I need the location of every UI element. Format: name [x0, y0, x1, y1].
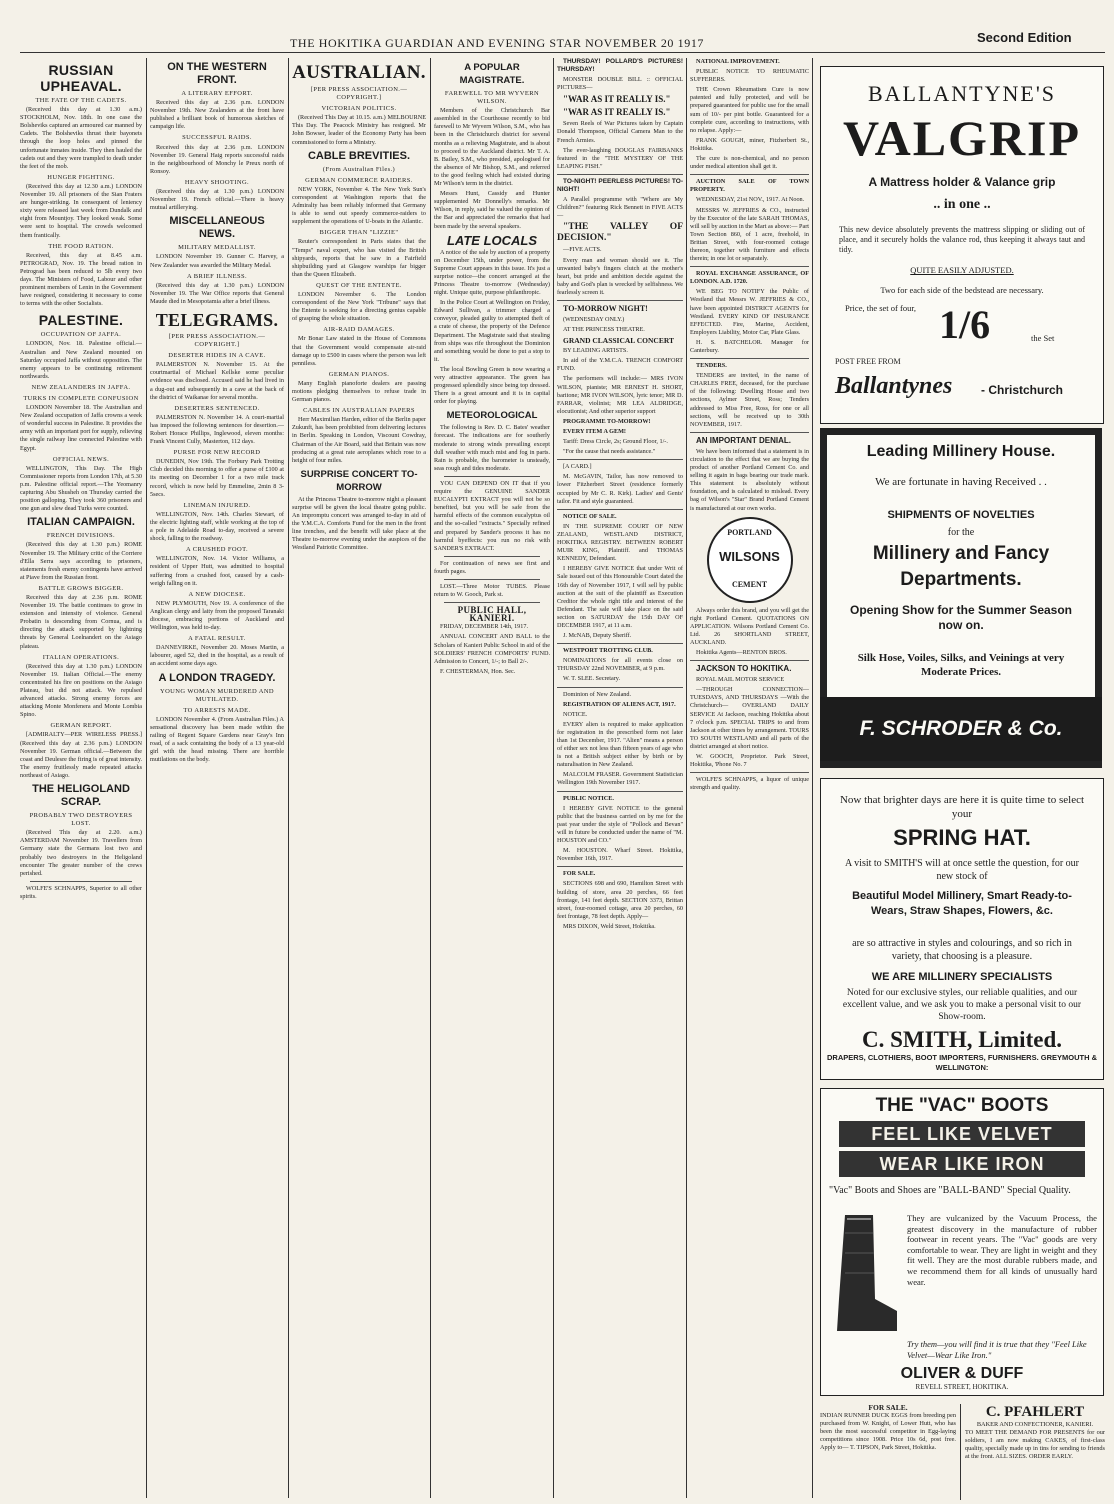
hall-date: FRIDAY, DECEMBER 14th, 1917. — [440, 623, 529, 631]
improvement-heading: NATIONAL IMPROVEMENT. — [696, 58, 780, 65]
article-text: (Received this day at 1.30 p.m.) LONDON November 19. French official.—There is heavy mutual artillerying. — [150, 188, 284, 212]
ballantynes-city: - Christchurch — [981, 383, 1064, 397]
auction-heading: AUCTION SALE OF TOWN PROPERTY. — [690, 178, 809, 194]
ballantynes-shop: Ballantynes — [835, 373, 953, 399]
spring-attractive: are so attractive in styles and colourings, and so rich in variety, that choosing is a pleasure. — [852, 938, 1072, 962]
subheading: MILITARY MEDALLIST. — [178, 244, 256, 252]
subheading: BIGGER THAN "LIZZIE" — [319, 229, 399, 237]
article-text: (Received This day at 2.20. a.m.) AMSTERDAM November 19. Travellers from Germany state the Germans lost two and probably two destroyers in the Heligoland encounter The greater number of the crews perished. — [20, 829, 142, 877]
spring-specialists: WE ARE MILLINERY SPECIALISTS — [871, 971, 1053, 983]
article-text: Received this day at 2.36 p.m. ROME November 19. The battle continues to grow in extension and intensity of violence. General Probatin is descending from Cornua, and is directing the attack supported by lightning threats by General Loelnandert on the Asiago plateau. — [20, 593, 142, 650]
subheading: CABLES IN AUSTRALIAN PAPERS — [303, 407, 415, 415]
wilsons-cement-seal — [707, 517, 793, 603]
valgrip-quite: QUITE EASILY ADJUSTED. — [910, 265, 1014, 275]
press-credit: [PER PRESS ASSOCIATION.—COPYRIGHT.] — [310, 86, 408, 102]
subheading: FRENCH DIVISIONS. — [46, 532, 116, 540]
masthead-rule — [20, 52, 1105, 53]
pfahlert-text: TO MEET THE DEMAND FOR PRESENTS for our soldiers, I am now making CAKES, of first-class quality, specially made up in tins for sending to friends at the front. ALL SIZES. ORDER EARLY. — [965, 1429, 1105, 1461]
jackson-heading: JACKSON TO HOKITIKA. — [696, 664, 792, 674]
subheading: SUCCESSFUL RAIDS. — [182, 134, 252, 142]
card-text: M. McGAVIN, Tailor, has now removed to lower Fitzherbert Street (residence formerly occupied by Mr C. R. Kirk). Ladies' and Gents' tailor. Fit and style guaranteed. — [557, 473, 683, 505]
subheading: DESERTER HIDES IN A CAVE. — [168, 352, 266, 360]
article-text: PALMERSTON N. November 15. At the courtmartial of Michael Kellske some peculiar evidence was disclosed. Accused said he had lived in a dug-out and subsequently in a cave at the back of the district of Waikanae for several months. — [150, 361, 284, 401]
ballantyne-name: BALLANTYNE'S — [867, 81, 1057, 106]
column-rule — [960, 1404, 961, 1500]
continuation-note: For continuation of news see first and fourth pages. — [434, 559, 550, 575]
subheading: LINEMAN INJURED. — [183, 501, 251, 509]
subheading: PROBABLY TWO DESTROYERS LOST. — [29, 812, 133, 828]
vac-description: They are vulcanized by the Vacuum Process, the greatest discovery in the manufacture of rubber footwear in recent years. The "Vac" goods are very comfortable to wear. They are light in weight and they fit well. They are the most durable rubbers made, and we recommend them for all kinds of unusually hard wear. — [907, 1213, 1097, 1287]
schnapps-ad: WOLFE'S SCHNAPPS, Superior to all other spirits. — [20, 884, 142, 900]
headline-miscellaneous-news: MISCELLANEOUS NEWS. — [169, 215, 265, 241]
subheading: TURKS IN COMPLETE CONFUSION — [23, 395, 139, 402]
auction-date: WEDNESDAY, 21st NOV., 1917. At Noon. — [696, 196, 805, 204]
news-column-2 — [150, 58, 284, 1498]
tenders-text: TENDERS are invited, in the name of CHARLES FREE, deceased, for the purchase of the following: Dwelling House and two sections, Aylmer Street, Ross; Tenders addressed to Miss Free, Ross, for one or all sections, will be received up to 30th NOVEMBER, 1917. — [690, 372, 809, 428]
subheading: TO ARRESTS MADE. — [183, 706, 251, 714]
denial-text: We have been informed that a statement is in circulation to the effect that we are buying the product of another Portland Cement Co. and selling it again in bags bearing our trade mark. This statement is absolutely without foundation, and is calculated to mislead. Every bag of Wilson's "Star" Brand Portland Cement is manufactured at our own works. — [690, 447, 809, 512]
article-text: Reuter's correspondent in Paris states that the "Temps" naval expert, who has visited the British shipyards, reports that he saw in a Fairfield shipbuilding yard at Glasgow warships far bigger than the Queen Elizabeth. — [292, 238, 426, 278]
royal-exchange-heading: ROYAL EXCHANGE ASSURANCE, OF LONDON. A.D. 1720. — [690, 270, 809, 286]
concert-day: (WEDNESDAY ONLY.) — [563, 315, 625, 323]
vac-try: Try them—you will find it is true that they "Feel Like Velvet—Wear Like Iron." — [907, 1339, 1087, 1360]
vac-iron: WEAR LIKE IRON — [839, 1151, 1085, 1177]
millinery-for: for the — [947, 527, 975, 538]
aliens-notice: NOTICE. — [563, 710, 588, 718]
for-sale-signature: MRS DIXON, Weld Street, Hokitika. — [563, 922, 656, 930]
vac-boots-ad — [820, 1088, 1104, 1396]
smith-sub: DRAPERS, CLOTHIERS, BOOT IMPORTERS, FURNISHERS. GREYMOUTH & WELLINGTON: — [827, 1053, 1098, 1072]
subheading: A LITERARY EFFORT. — [181, 90, 253, 97]
article-text: The following is Rev. D. C. Bates' weather forecast. The indications are for southerly moderate to strong winds prevailing except dull weather with much mist and fog in parts. Rain is probable, the barometer is unsteady, seas rough and tides moderate. — [434, 424, 550, 472]
subheading: DESERTERS SENTENCED. — [174, 404, 260, 412]
trotting-signature: W. T. SLEE. Secretary. — [563, 675, 621, 683]
concert-cause: "For the cause that needs assistance." — [563, 448, 656, 456]
headline-russian-upheaval: RUSSIAN UPHEAVAL. — [40, 62, 122, 94]
schnapps-ad: WOLFE'S SCHNAPPS, a liquor of unique strength and quality. — [690, 776, 809, 792]
headline-meteorological: METEOROLOGICAL — [446, 410, 538, 422]
valley-acts: —FIVE ACTS. — [563, 246, 602, 254]
article-text: LONDON November 19. Gunner C. Harvey, a New Zealander was awarded the Military Medal. — [150, 253, 284, 269]
spring-noted: Noted for our exclusive styles, our reliable qualities, and our excellent value, and we ask you to make a personal visit to our Show-room. — [842, 988, 1082, 1022]
seal-text-middle: WILSONS — [719, 548, 780, 564]
article-text: Messrs Hunt, Cassidy and Hunter supplemented Mr Donnelly's remarks. Mr Wilson, in reply, said he valued the opinion of the Bar and appreciated the remarks that had been made by the several speakers. — [434, 190, 550, 230]
concert-gem: EVERY ITEM A GEM! — [563, 428, 626, 435]
press-credit: [PER PRESS ASSOCIATION.—COPYRIGHT.] — [168, 332, 266, 349]
war-title-1: "WAR AS IT REALLY IS." — [563, 94, 671, 105]
subheading: BATTLE GROWS BIGGER. — [38, 584, 124, 592]
for-sale-text: SECTIONS 698 and 690, Hamilton Street with building of store, area 20 perches, 66 feet frontage, 141 feet depth. SECTION 3373, Brittan street, four-roomed cottage, area 20 perches, 60 feet frontage, 78 feet depth. Apply— — [557, 880, 683, 920]
tenders-heading: TENDERS. — [696, 362, 727, 370]
subheading: GERMAN COMMERCE RAIDERS. — [305, 176, 413, 184]
duck-eggs-heading: FOR SALE. — [868, 1403, 908, 1412]
duck-eggs-ad — [820, 1404, 956, 1500]
valgrip-price: 1/6 — [939, 302, 991, 347]
article-text: The local Bowling Green is now wearing a very attractive appearance. The green has progressed splendidly since being top dressed. There is a great amount and it is in capital order for playing. — [434, 365, 550, 406]
article-text: WELLINGTON, Nov. 14. Victor Williams, a resident of Upper Hutt, was admitted to hospital suffering from a crushed foot, caused by a cash-weigh falling on it. — [150, 555, 284, 587]
improvement-text: The cure is non-chemical, and no person under medical attention shall get it. — [690, 155, 809, 171]
spring-visit: A visit to SMITH'S will at once settle the question, for our new stock of — [845, 858, 1079, 882]
subheading: GERMAN REPORT. — [50, 722, 112, 730]
card-heading: [A CARD.] — [563, 463, 592, 471]
news-column-1 — [20, 58, 142, 1498]
royal-exchange-signature: H. S. BATCHELOR. Manager for Canterbury. — [690, 338, 809, 354]
denial-text: Always order this brand, and you will get the right Portland Cement. QUOTATIONS ON APPLICATION. Wilsons Portland Cement Co. Ltd. 26 SHORTLAND STREET, AUCKLAND. — [690, 606, 809, 646]
schroder-ad — [820, 428, 1102, 768]
pollards-text: Seven Reels of War Pictures taken by Captain Donald Thompson, Official Camera Man to the French Armies. — [557, 120, 683, 144]
seal-text-bottom: CEMENT — [731, 579, 768, 589]
hall-heading: PUBLIC HALL, KANIERI. — [457, 605, 527, 624]
eucalypti-ad: YOU CAN DEPEND ON IT that if you require the GENUINE SANDER EUCALYPTI EXTRACT you will not be so benefited, but you will be safe from the harmful effects of the common eucalyptus oil and the so-called "extracts." Specially refined and prepared by Sander's process it has no harmful byeffects: you run no risk with SANDER'S EXTRACT. — [434, 479, 550, 552]
subheading: GERMAN PIANOS. — [328, 370, 390, 378]
article-text: (Received this day at 1.30 p.m.) ROME November 19. The Military critic of the Corriere d'Ella Serra says according to prisoners, statements fresh enemy contingents have arrived at Piave from the Russian front. — [20, 541, 142, 581]
column-rule — [146, 58, 147, 1498]
sale-text: I HEREBY GIVE NOTICE that under Writ of Sale issued out of this Honourable Court dated the 16th day of November 1917, I will sell by public auction at the suit of the plaintiff as Execution Creditor the whole right title and interest of the Defendant. The sale will take place on the said section on SATURDAY the 15th DAY OF DECEMBER 1917, at 11 a.m. — [557, 565, 683, 629]
subheading: A CRUSHED FOOT. — [185, 546, 249, 554]
ad-column-6 — [690, 58, 809, 1498]
subheading: AIR-RAID DAMAGES. — [323, 326, 395, 334]
edition-label: Second Edition — [977, 30, 1072, 45]
ballantyne-ad — [820, 66, 1104, 424]
spring-stock: Beautiful Model Millinery, Smart Ready-to-Wears, Straw Shapes, Flowers, &c. — [852, 890, 1072, 917]
jackson-sub: ROYAL MAIL MOTOR SERVICE — [696, 676, 785, 684]
article-text: WELLINGTON, This Day. The High Commissioner reports from London 17th, at 5.30 p.m. Palestine official report.—The Yeomanry capturing Abu Shusheh on Thursday carried the position galloping. They took 360 prisoners and one gun and slew dead Turks were counted. — [20, 464, 142, 513]
subheading: NEW ZEALANDERS IN JAFFA. — [31, 383, 131, 391]
subheading: QUEST OF THE ENTENTE. — [316, 281, 402, 289]
valgrip-brand: VALGRIP — [842, 110, 1082, 166]
valgrip-in-one: .. in one .. — [933, 197, 991, 212]
improvement-text: THE Crown Rheumatism Cure is now patented and fully protected, and will be prepared guaranteed for public use for the small sum of 10/- per pint bottle. Guaranteed for a complete cure, according to instructions, with no relapse. Apply:— — [690, 86, 809, 134]
improvement-sub: PUBLIC NOTICE TO RHEUMATIC SUFFERERS. — [690, 68, 809, 84]
peerless-text: A Parallel programme with "Where are My Children?" featuring Rick Bennett in FIVE ACTS— — [557, 196, 683, 220]
oliver-duff-name: OLIVER & DUFF — [900, 1365, 1024, 1382]
valgrip-tagline: A Mattress holder & Valance grip — [868, 175, 1056, 189]
article-text: Received, this day at 8.45 a.m. PETROGRAD, Nov. 19. The bread ration in Petrograd has been reduced to 5lb every two days. The Ministers of Food, Labour and other prominent members of Lenin in the Government have resigned, considering it necessary to come to terms with the other Socialists. — [20, 251, 142, 308]
concert-tariff: Tariff: Dress Circle, 2s; Ground Floor, 1/-. — [563, 438, 668, 446]
smith-ad — [820, 778, 1104, 1080]
trotting-text: NOMINATIONS for all events close on THURSDAY 22nd NOVEMBER, at 9 p.m. — [557, 657, 683, 673]
public-notice-text: I HEREBY GIVE NOTICE to the general public that the business carried on by me for the past year under the style of "Pollock and Bevan" will in future be conducted under the name of "M. HOUSTON and CO." — [557, 804, 683, 845]
article-text: Many English pianoforte dealers are passing motions pledging themselves to refuse trade in German pianos. — [292, 379, 426, 404]
pfahlert-name: C. PFAHLERT — [985, 1404, 1085, 1420]
column-rule — [686, 58, 687, 1498]
valgrip-set: the Set — [1031, 333, 1055, 343]
public-notice-heading: PUBLIC NOTICE. — [563, 794, 614, 802]
subheading: A NEW DIOCESE. — [188, 590, 246, 598]
pollards-heading: THURSDAY! POLLARD'S PICTURES! THURSDAY! — [557, 58, 683, 74]
headline-popular-magistrate: A POPULAR MAGISTRATE. — [459, 62, 525, 86]
article-text: In the Police Court at Wellington on Friday, Edward Sullivan, a trimmer charged a conveyor, pleaded guilty to attempted theft of a crate of cheese, the property of the Defence Department. The Magistrate said that stealing from ships was rife throughout the Dominion and something would be done to put a stop to it. — [434, 299, 550, 363]
headline-palestine: PALESTINE. — [38, 312, 124, 329]
improvement-signature: FRANK GOUGH, miner, Fitzherbert St., Hokitika. — [690, 136, 809, 152]
subheading: YOUNG WOMAN MURDERED AND MUTILATED. — [159, 687, 275, 703]
valgrip-two: Two for each side of the bedstead are necessary. — [880, 285, 1044, 295]
subheading: HEAVY SHOOTING. — [184, 178, 250, 186]
subheading: FAREWELL TO MR WYVERN WILSON. — [444, 90, 540, 106]
concert-by: BY LEADING ARTISTS. — [563, 347, 628, 355]
war-title-2: "WAR AS IT REALLY IS." — [563, 107, 671, 118]
subheading: A BRIEF ILLNESS. — [186, 272, 248, 280]
aliens-signature: MALCOLM FRASER. Government Statistician Wellington 19th November 1917. — [557, 771, 683, 787]
denial-heading: AN IMPORTANT DENIAL. — [696, 435, 791, 445]
smith-shop-name: C. SMITH, Limited. — [862, 1027, 1062, 1052]
jackson-signature: W. GOOCH, Proprietor. Park Street, Hokitika, 'Phone No. 7 — [690, 753, 809, 769]
article-text: (Received this day at 1.30 p.m.) LONDON November 19. The War Office reports that General Maude died in Mesopotamia after a brief illness. — [150, 281, 284, 305]
duck-eggs-text: INDIAN RUNNER DUCK EGGS from breeding pen purchased from W. Knight, of Lower Hutt, who has been the most successful competitor in Egg-laying competitions since 1908. Price 10s 6d, post free. Apply to— T. TIPSON, Park Street, Hokitika. — [820, 1412, 956, 1452]
column-rule — [430, 58, 431, 1498]
article-text: [ADMIRALTY—PER WIRELESS PRESS.] (Received this day at 2.36 p.m.) LONDON November 19. German official.—Between the coast and Deulesre the firing is of great intensity. The enemy fruitlessly made repeated attacks northeast of Asiago. — [20, 731, 142, 779]
article-text: (Received this day at 1.30 p.m.) LONDON November 19. Italian Official.—The enemy concentrated his fire on positions on the Asiago Plateau, but did not attack. We repulsed advanced attacks. Strong enemy forces are attacking Monte Monfenera and Monte Lombia Spino. — [20, 662, 142, 719]
vac-heading: THE "VAC" BOOTS — [875, 1095, 1049, 1116]
concert-programme: PROGRAMME TO-MORROW! — [563, 417, 651, 425]
auction-text: MESSRS W. JEFFRIES & CO., instructed by the Executor of the late SARAH THOMAS, will sell by auction in the Mart as above:— Part Town Section 860, of 1 acre, freehold, in Brittan Street, with four-roomed cottage thereon, together with furniture and effects therein; in one lot or separately. — [690, 206, 809, 263]
public-notice-signature: M. HOUSTON. Wharf Street. Hokitika, November 16th, 1917. — [557, 847, 683, 863]
subheading: A FATAL RESULT. — [188, 635, 246, 643]
article-text: LONDON November 4. (From Australian Files.) A sensational discovery has been made within the railing of Regent Square Gardens near Gray's Inn road, of a sack containing the body of a 13 year-old girl with the head missing. There are horrible mutilations on the body. — [150, 715, 284, 764]
vac-velvet: FEEL LIKE VELVET — [839, 1121, 1085, 1147]
headline-cable-brevities: CABLE BREVITIES. — [307, 149, 411, 162]
peerless-heading: TO-NIGHT! PEERLESS PICTURES! TO-NIGHT! — [557, 177, 683, 194]
article-text: WELLINGTON, Nov. 14th. Charles Stewart, of the electric lighting staff, while working at the top of a pole in Adelaide Road to-day, received a severe shock, falling to the roadway. — [150, 510, 284, 543]
headline-australian: AUSTRALIAN. — [292, 62, 426, 83]
denial-signature: Hokitika Agents—RENTON BROS. — [696, 649, 787, 657]
notice-of-sale: NOTICE OF SALE. — [563, 512, 617, 520]
subheading: PURSE FOR NEW RECORD — [173, 449, 261, 457]
subheading: THE FATE OF THE CADETS. — [35, 97, 127, 104]
millinery-silk: Silk Hose, Voiles, Silks, and Veinings at very Moderate Prices. — [857, 652, 1065, 678]
article-text: (Received this day at 1.30 a.m.) STOCKHOLM, Nov. 18th. In one case the Bolsheviks captured an armoured car manned by Cadets. The Bolsheviks thrust their bayonets through the loop holes and pinned the unfortunate inmates inside. They then hauled the cadets out and they were trampled to death under the feet of the mob. — [20, 106, 142, 170]
royal-exchange-text: WE BEG TO NOTIFY the Public of Westland that Messrs W. JEFFRIES & CO., have been appointed DISTRICT AGENTS for Westland. EVERY KIND OF INSURANCE EFFECTED. Fire, Marine, Accident, Employers Liability, Motor Car, Plate Glass. — [690, 288, 809, 336]
ad-column-5 — [557, 58, 683, 1498]
article-text: DUNEDIN, Nov 19th. The Forbury Park Trotting Club decided this morning to offer a purse of £100 at its meeting on December 1 for a two mile track record, which is now held by Emmeline, 2min 8 3-5secs. — [150, 458, 284, 498]
oliver-duff-street: REVELL STREET, HOKITIKA. — [915, 1383, 1009, 1391]
headline-heligoland-scrap: THE HELIGOLAND SCRAP. — [32, 783, 130, 809]
pfahlert-sub: BAKER AND CONFECTIONER, KANIERI. — [976, 1421, 1094, 1428]
millinery-house-heading: Leading Millinery House. — [866, 443, 1056, 460]
concert-heading: TO-MORROW NIGHT! — [563, 303, 648, 313]
valley-title: "THE VALLEY OF DECISION." — [557, 222, 683, 244]
news-column-3 — [292, 58, 426, 1498]
article-text: NEW PLYMOUTH, Nov 19. A conference of the Anglican clergy and laity from the proposed Taranaki diocese, embracing portions of Auckland and Wellington, was held to-day. — [150, 599, 284, 632]
hall-signature: F. CHESTERMAN, Hon. Sec. — [440, 667, 516, 675]
subheading: (From Australian Files.) — [322, 165, 396, 173]
pollards-bill: MONSTER DOUBLE BILL :: OFFICIAL PICTURES— — [557, 76, 683, 92]
millinery-shipments: SHIPMENTS OF NOVELTIES — [887, 509, 1035, 521]
masthead — [0, 0, 1114, 58]
concert-performers: The performers will include:— MRS IVON WILSON, pianiste; MR ERNEST H. SHORT, baritone; MR IVON WILSON, lyric tenor; MR D. FARRAR, violinist; MR LEA ALDRIDGE, elocutionist; And other superior support — [557, 375, 683, 415]
article-text: DANNEVIRKE, November 20. Moses Martin, a labourer, aged 52, died in the hospital, as a result of an accident some days ago. — [150, 644, 284, 668]
concert-aid: In aid of the Y.M.C.A. TRENCH COMFORT FUND. — [557, 357, 683, 373]
valgrip-price-label: Price, the set of four, — [845, 303, 916, 313]
subheading: ITALIAN OPERATIONS. — [42, 653, 120, 661]
column-rule — [553, 58, 554, 1498]
article-text: LONDON, Nov. 18. Palestine official.—Australian and New Zealand mounted on Saturday occupied Jaffa without opposition. The enemy appears to be continuing retirement northwards. — [20, 340, 142, 380]
column-rule — [812, 58, 813, 1498]
headline-telegrams: TELEGRAMS. — [155, 309, 279, 330]
boot-icon — [831, 1213, 901, 1337]
dominion-label: Dominion of New Zealand. — [563, 690, 632, 698]
pfahlert-ad — [965, 1404, 1105, 1500]
article-text: Received this day at 2.36 p.m. LONDON November 19. General Haig reports successful raids in the neighbourhood of Monchy le Preux north of Ronsoy. — [150, 143, 284, 175]
subheading: OCCUPATION OF JAFFA. — [40, 331, 122, 339]
peerless-text: Every man and woman should see it. The unwanted baby's fingers clutch at the mother's heart, but pride and ambition decide against the baby and God's plan is wrecked by selfishness. We fearlessly screen it. — [557, 256, 683, 296]
millinery-received: We are fortunate in having Received . . — [875, 476, 1047, 488]
trotting-heading: WESTPORT TROTTING CLUB. — [563, 647, 653, 655]
column-rule — [288, 58, 289, 1498]
spring-hat-title: SPRING HAT. — [893, 825, 1031, 850]
article-text: A notice of the sale by auction of a property on December 15th, under power, from the Supreme Court appears in this issue. It's just a surprise notice—the concert arranged at the Princess Theatre to-morrow (Wednesday) night. Unique quite, purpose philanthropic. — [434, 248, 550, 297]
article-text: Herr Maximilian Harden, editor of the Berlin paper Zukunft, has been prohibited from delivering lectures in Berlin. Speaking in London, Viscount Cowdray, Chairman of the Air Board, said that Britain was now producing at a great rate aeroplanes which rose to a height of four miles. — [292, 416, 426, 464]
millinery-title: Millinery and Fancy — [872, 543, 1050, 564]
subheading: VICTORIAN POLITICS. — [321, 105, 397, 113]
headline-western-front: ON THE WESTERN FRONT. — [167, 61, 267, 86]
headline-late-locals: LATE LOCALS — [446, 232, 538, 248]
news-column-4 — [434, 58, 550, 1498]
seal-text-top: PORTLAND — [727, 527, 772, 537]
for-sale-heading: FOR SALE. — [563, 870, 596, 878]
valgrip-post-free: POST FREE FROM — [835, 357, 901, 366]
millinery-opening: Opening Show for the Summer Season now on. — [849, 603, 1073, 632]
masthead-title: THE HOKITIKA GUARDIAN AND EVENING STAR NOVEMBER 20 1917 — [290, 36, 705, 50]
article-text: Members of the Christchurch Bar assembled in the Courthouse recently to bid farewell to Mr Wyvern Wilson, S.M., who has been in the Christchurch district for several months as a relieving Magistrate, and is about to proceed to the Auckland district. Mr T. A. B. Bailey, S.M., who presided, apologised for the absence of Mr Bishop, S.M., and referred to the good feeling which had existed during Mr Wilson's term in the district. — [434, 107, 550, 188]
headline-london-tragedy: A LONDON TRAGEDY. — [158, 671, 276, 684]
subheading: OFFICIAL NEWS. — [52, 455, 110, 463]
schroder-shop-name: F. SCHRODER & Co. — [820, 697, 1102, 761]
subheading: HUNGER FIGHTING. — [47, 173, 115, 181]
subheading: THE FOOD RATION. — [48, 242, 114, 250]
article-text: LONDON November 18. The Australian and New Zealand occupation of Jaffa crowns a week of wonderful success in Palestine. It provides the army with an important port for supply, relieving the single railway line connected Palestine with Egypt. — [20, 404, 142, 452]
headline-surprise-concert: SURPRISE CONCERT TO-MORROW — [300, 468, 418, 493]
vac-ball-band: "Vac" Boots and Shoes are "BALL-BAND" Special Quality. — [829, 1185, 1071, 1196]
lost-notice: LOST.—Three Motor TUBES. Please return to W. Gooch, Park st. — [434, 582, 550, 599]
aliens-text: EVERY alien is required to make application for registration in the prescribed form not later than 1st December, 1917. "Alien" means a person of either sex not less than fifteen years of age who is not a British subject either by birth or by naturalisation in New Zealand. — [557, 720, 683, 769]
sale-text: IN THE SUPREME COURT OF NEW ZEALAND, WESTLAND DISTRICT, HOKITIKA REGISTRY. BETWEEN ROBERT MUIR KING, Plaintiff. and THOMAS KENNEDY, Defendant. — [557, 522, 683, 563]
article-text: NEW YORK, November 4. The New York Sun's correspondent at Washington reports that the Admiralty has been reliably informed that Germany is able to send out speedy commerce-raiders to supplement the operations of U-boats in the Atlantic. — [292, 185, 426, 226]
article-text: At the Princess Theatre to-morrow night a pleasant surprise will be given the local theatre going public. An impromptu concert was arranged to-day in aid of the Y.M.C.A. Comforts Fund for the men in the front line trenches, and the benefit will take place at the Theatre to-morrow evening under the auspices of the Westland Patriotic Committee. — [292, 495, 426, 552]
headline-italian-campaign: ITALIAN CAMPAIGN. — [27, 516, 135, 529]
sale-signature: J. McNAB, Deputy Sheriff. — [563, 632, 632, 640]
aliens-heading: REGISTRATION OF ALIENS ACT, 1917. — [563, 700, 676, 708]
article-text: LONDON November 6. The London correspondent of the New York "Tribune" says that the Entente is seeking for a directing genius capable of grasping the whole situation. — [292, 290, 426, 323]
article-text: (Received This Day at 10.15. a.m.) MELBOURNE This Day. The Peacock Ministry has resigned. Mr John Bowser, leader of the Economy Party has been commissioned to form a Ministry. — [292, 114, 426, 146]
millinery-departments: Departments. — [900, 569, 1022, 590]
valgrip-text: This new device absolutely prevents the mattress slipping or sliding out of place, and it securely holds the valance rod, thus keeping it always taut and tidy. — [839, 225, 1085, 254]
concert-title: GRAND CLASSICAL CONCERT — [563, 336, 675, 346]
pollards-text: The ever-laughing DOUGLAS FAIRBANKS featured in the "THE MYSTERY OF THE LEAPING FISH." — [557, 146, 683, 170]
article-text: (Received this day at 12.30 a.m.) LONDON November 19. All prisoners of the Sian Fraters are hunger-striking. In consequent of leniency sixty were released last week from Dundalk and eight from Mountjoy. They looked weak. Some were sent to hospital. The crowds welcomed them frantically. — [20, 182, 142, 239]
jackson-text: —THROUGH CONNECTION— TUESDAYS, AND THURSDAYS —With the Christchurch— OVERLAND DAILY SERVICE At Jackson, reaching Hokitika about 7 o'clock p.m. SPECIAL TRIPS to and from Jackson at other times by arrangement. TOURS TO SOUTH WESTLAND and all parts of the district arranged at short notice. — [690, 686, 809, 750]
article-text: PALMERSTON N. November 14. A court-martial has imposed the following sentences for desertion.—Robert Horace Phillips, Inglewood, eleven months: Frank Vincent Cully, Masterton, 112 days. — [150, 413, 284, 446]
article-text: Mr Bonar Law stated in the House of Commons that the Government would compensate air-raid damage up to £500 in cases where the person was left penniless. — [292, 335, 426, 367]
article-text: Received this day at 2.36 p.m. LONDON November 19th. New Zealanders at the front have published a brilliant book of humorous sketches of campaign life. — [150, 99, 284, 131]
concert-venue: AT THE PRINCESS THEATRE. — [563, 326, 645, 334]
spring-intro: Now that brighter days are here it is quite time to select your — [839, 794, 1085, 820]
hall-text: ANNUAL CONCERT AND BALL to the Scholars of Kanieri Public School in aid of the SOLDIERS' FRENCH COMFORTS' FUND. Admission to Concert, 1/-; to Ball 2/-. — [434, 633, 550, 665]
